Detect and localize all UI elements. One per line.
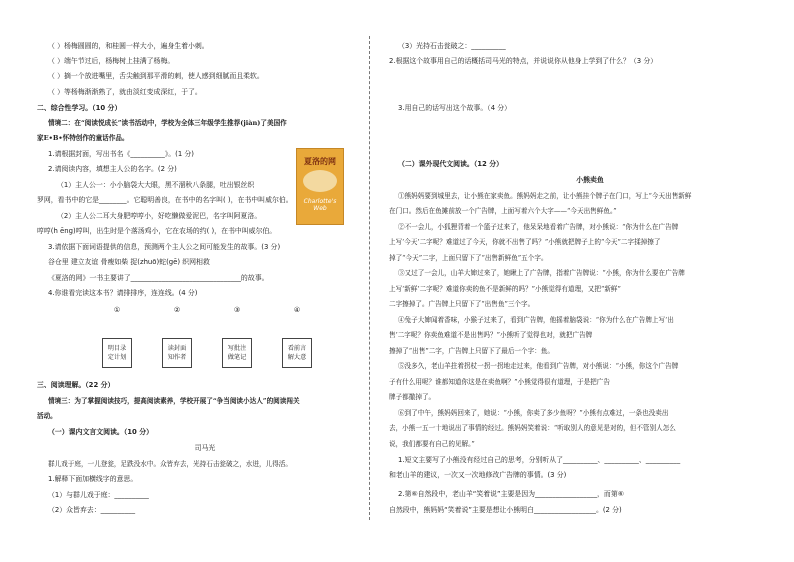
question-3: 3.请依据下面词语提供的信息，预测两个主人公之间可能发生的故事。(3 分) [48,243,281,251]
poem-question-1: 1.解释下面加横线字的意思。 [48,475,138,483]
poem-question-1-2: （2）众皆弃去：__________ [48,506,136,514]
question-2-1b: 罗网，看书中的它是________。它聪明善良，在书中的名字叫( )，在书中叫威尔伯。 [37,196,293,204]
question-2-2a: （2）主人公二耳大身肥哼哼小，好吃懒做爱泥巴，名字叫阿夏洛。 [57,212,262,220]
order-number-1: ① [113,306,121,314]
story-line: 上写‘新鲜’二字呢？难道你卖的鱼不是新鲜的吗？”小熊觉得有道理，又把“新鲜” [389,285,621,293]
story-line: 上写‘今天’二字呢？难道过了今天，你就不出售了吗？”小熊就把牌子上的“今天”二字揉掉擦了 [389,238,661,246]
question-1: 1.请根据封面，写出书名《__________》。(1 分) [48,150,194,158]
section-3-intro-2: 活动。 [37,412,57,420]
section-3-2-title: （二）课外现代文阅读。（12 分） [398,160,504,168]
question-2-1a: （1）主人公一：小小脑袋大大眼，黑不溜秋八条腿，吐出银丝织 [57,181,255,189]
story-line: 去，小熊一五一十地说出了事情的经过。熊妈妈笑着说：“听取别人的意见是对的，但不管别人怎么 [389,424,676,432]
order-box-1-line-1: 明目录 [107,345,127,352]
book-cover-image [296,148,344,225]
story-question-1: 1.短文主要写了小熊没有经过自己的思考，分别听从了__________、__________、__________ [398,456,681,464]
section-3-intro-1: 情境三：为了掌握阅读技巧，提高阅读素养，学校开展了“争当阅读小达人”的阅读闯关 [48,397,300,405]
question-3-fill: 《夏洛的网》一书主要讲了________________________________的故事。 [48,274,269,282]
story-title: 小熊卖鱼 [576,176,604,184]
right-question-2: 2.根据这个故事用自己的话概括司马光的特点，并说说你从他身上学到了什么？（3 分） [389,57,658,65]
question-d: （ ）等杨梅渐渐熟了，就由淡红变成深红，于了。 [48,88,202,96]
section-3-1-title: （一）课内文言文阅读。（10 分） [48,428,154,436]
section-2-intro-1: 情境二：在“阅读悦成长”读书活动中，学校为全体三年级学生推荐(jiàn)了美国作 [48,119,287,127]
question-2: 2.请阅读内容，填想主人公的名字。(2 分) [48,165,177,173]
column-divider [369,36,370,520]
section-2-intro-2: 家E•B•怀特创作的童话作品。 [37,134,129,142]
order-box-4-line-2: 解大意 [287,354,307,361]
question-2-2b: 哼哼(h ēng)哼叫，出生时是个落汤鸡小，它在农场的约( )，在书中叫威尔伯。 [37,227,277,235]
right-question-3: （3）光持石击瓮破之：__________ [398,42,506,50]
story-line: ②不一会儿，小狐狸背着一个篮子过来了，他呆呆地看着广告牌，对小熊说：“你为什么在广告牌 [398,223,679,231]
order-number-2: ② [173,306,181,314]
order-box-3-line-1: 写批注 [227,345,247,352]
question-4: 4.你谁看完读这本书？请排排序，连连线。(4 分) [48,289,198,297]
story-line: 擦掉了“出售”二字，广告牌上只留下了最后一个字：鱼。 [389,347,554,355]
poem-text: 群儿戏于庭，一儿登瓮，足跌没水中。众皆弃去，光持石击瓮破之，水迸，儿得活。 [48,460,292,468]
question-b: （ ）端午节过后，杨梅树上挂满了杨梅。 [48,57,175,65]
order-box-2[interactable] [162,338,192,368]
story-question-2: 2.第⑥自然段中，老山羊“笑着说”主要是因为__________________，而第⑥ [398,490,624,498]
order-box-3[interactable] [222,338,252,368]
question-a: （ ）杨梅圆圆的，和桂圆一样大小，遍身生着小刺。 [48,42,209,50]
story-line: ⑥到了中午，熊妈妈回来了，她说：“小熊，你卖了多少鱼呀？”小熊有点难过，一条也没卖出 [398,409,669,417]
story-line: ④兔子大婶闻着香味，小猴子过来了，看到广告牌，他摇着脑袋说：“你为什么在广告牌上写‘出 [398,316,674,324]
poem-title: 司马光 [194,444,216,452]
book-cover-title-en-1: Charlotte's [303,198,337,205]
right-question-3b: 3.用自己的话写出这个故事。（4 分） [398,104,512,112]
order-number-4: ④ [293,306,301,314]
order-box-1[interactable] [102,338,132,368]
order-box-4[interactable] [282,338,312,368]
story-line: 牌子都撤掉了。 [389,393,436,401]
book-cover-title: 夏洛的网 [304,157,336,166]
order-box-4-line-1: 看前言 [287,345,307,352]
order-box-2-line-2: 知作者 [167,354,187,361]
section-3-title: 三、阅读理解。（22 分） [37,381,115,389]
order-box-1-line-2: 定计划 [107,354,127,361]
book-cover-art [303,170,337,192]
story-line: 说，我们都要有自己的见解。” [389,440,475,448]
story-line: 在门口。然后在鱼摊前放一个广告牌，上面写着六个大字——“今天出售鲜鱼。” [389,207,617,215]
story-question-2b: 自然段中，熊妈妈“笑着说”主要是想让小熊明白__________________。(2 分) [389,506,622,514]
story-line: ①熊妈妈要到城里去，让小熊在家卖鱼。熊妈妈走之前，让小熊挂个牌子在门口，写上“今天出售新鲜 [398,192,692,200]
story-line: 子有什么用呢？谁都知道你这是在卖鱼啊？”小熊觉得很有道理，于是把广告 [389,378,610,386]
book-cover-title-en-2: Web [313,205,327,212]
question-3-words: 谷仓里 建立友谊 骨瘦如柴 捉(zhuō)蛇(gē) 织网相救 [48,258,210,266]
order-box-2-line-1: 读封面 [167,345,187,352]
story-question-1b: 和老山羊的建议，一次又一次地修改广告牌的事情。(3 分) [389,471,567,479]
order-number-3: ③ [233,306,241,314]
poem-question-1-1: （1）与群儿戏于庭：__________ [48,491,149,499]
story-line: ⑤没多久，老山羊拄着拐杖一拐一拐地走过来，他看到广告牌，对小熊说：“小熊，你这个广告牌 [398,362,679,370]
order-box-3-line-2: 做笔记 [227,354,247,361]
story-line: 售’二字呢？你卖鱼难道不是出售吗？”小熊听了觉得也对，就把广告牌 [389,331,593,339]
question-c: （ ）摘一个放进嘴里，舌尖触到那平滑的刺，使人感到细腻而且柔软。 [48,72,264,80]
story-line: 掉了“今天”二字，上面只留下了“出售新鲜鱼”五个字。 [389,254,548,262]
story-line: ③又过了一会儿，山羊大婶过来了，她瞅上了广告牌，指着广告牌说：“小熊，你为什么要在广告牌 [398,269,685,277]
story-line: 二字擦掉了。广告牌上只留下了“出售鱼”三个字。 [389,300,535,308]
section-2-title: 二、综合性学习。（10 分） [37,104,122,112]
